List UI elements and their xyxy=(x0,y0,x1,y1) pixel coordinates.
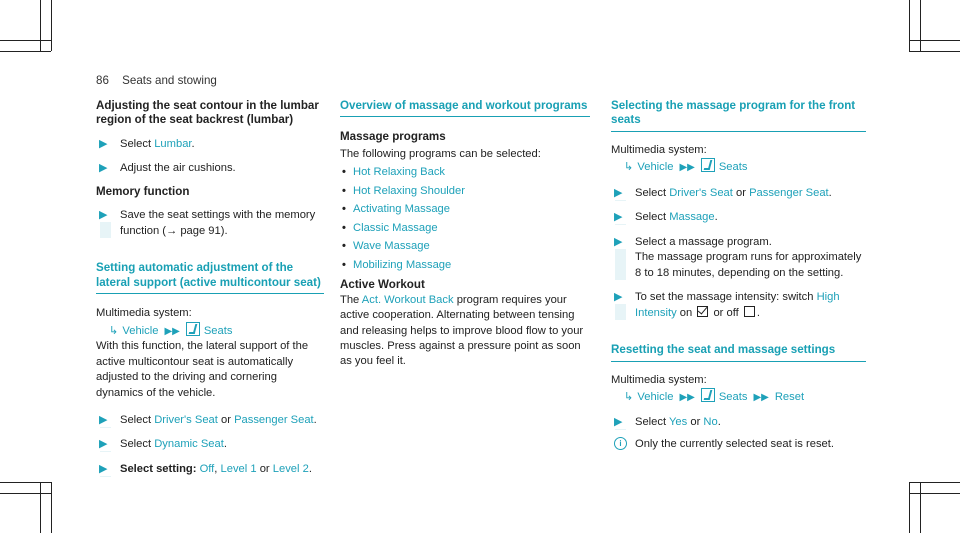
crop-mark xyxy=(0,482,51,483)
step-arrow-icon: ▶ xyxy=(614,416,623,429)
checkbox-empty-icon xyxy=(744,306,755,317)
program-item: • Mobilizing Massage xyxy=(342,258,452,271)
chevron-double-icon: ▶▶ xyxy=(679,391,695,403)
step-memory: ▶ Save the seat settings with the memory function (→ page 91). xyxy=(96,208,324,239)
chevron-double-icon: ▶▶ xyxy=(679,162,695,174)
seat-icon xyxy=(186,322,200,336)
program-item: • Classic Massage xyxy=(342,221,438,234)
step-arrow-icon: ▶ xyxy=(614,211,623,224)
level1-link[interactable]: Level 1 xyxy=(220,462,257,475)
dynamic-seat-link[interactable]: Dynamic Seat xyxy=(154,438,224,451)
crop-mark xyxy=(0,40,51,41)
crop-mark xyxy=(909,40,960,41)
column-left xyxy=(96,99,324,477)
passenger-seat-link[interactable]: Passenger Seat xyxy=(749,186,829,199)
step-arrow-icon: ▶ xyxy=(99,209,108,222)
menu-path xyxy=(96,322,324,339)
lumbar-link[interactable]: Lumbar xyxy=(154,137,192,150)
seat-icon xyxy=(701,388,715,402)
level2-link[interactable]: Level 2 xyxy=(272,462,309,475)
massage-programs-heading: Massage programs xyxy=(340,130,446,144)
crop-mark xyxy=(909,482,960,483)
lateral-support-heading: Setting automatic adjustment of the lateral support (active multicontour seat) xyxy=(96,261,324,294)
act-workout-link[interactable]: Act. Workout Back xyxy=(361,293,454,306)
chevron-double-icon: ▶▶ xyxy=(753,391,769,403)
crop-mark xyxy=(909,482,910,533)
crop-mark xyxy=(0,51,51,52)
yes-link[interactable]: Yes xyxy=(669,416,688,429)
program-item: • Wave Massage xyxy=(342,240,430,253)
path-vehicle[interactable]: Vehicle xyxy=(122,324,159,337)
crop-mark xyxy=(920,482,921,533)
chevron-double-icon: ▶▶ xyxy=(164,325,180,337)
path-reset[interactable]: Reset xyxy=(774,390,805,403)
section-title: Seats and stowing xyxy=(122,74,217,87)
info-note: i Only the currently selected seat is reset. xyxy=(611,437,866,452)
step-select-program: ▶ Select a massage program. The massage program runs for approximately 8 to 18 minutes, depending on the setting. xyxy=(611,235,866,281)
crop-mark xyxy=(0,493,51,494)
reset-heading: Resetting the seat and massage settings xyxy=(611,343,866,361)
multimedia-label: Multimedia system: xyxy=(611,373,707,386)
step-adjust-cushions: ▶ Adjust the air cushions. xyxy=(96,161,324,176)
crop-mark xyxy=(51,0,52,51)
info-icon: i xyxy=(614,437,627,450)
step-select-setting: ▶ Select setting: Off, Level 1 or Level 2. xyxy=(96,462,324,477)
path-seats[interactable]: Seats xyxy=(718,161,748,174)
path-seats[interactable]: Seats xyxy=(203,324,233,337)
crop-mark xyxy=(40,482,41,533)
off-link[interactable]: Off xyxy=(199,462,215,475)
program-item: • Hot Relaxing Back xyxy=(342,166,446,179)
path-hook-icon: ↳ xyxy=(624,390,634,403)
memory-heading: Memory function xyxy=(96,184,190,198)
column-middle xyxy=(340,99,590,370)
lateral-description: With this function, the lateral support of the active multicontour seat is automatically adjusted to the driving and cornering dynamics of the vehicle. xyxy=(96,340,309,399)
path-vehicle[interactable]: Vehicle xyxy=(637,161,674,174)
menu-path xyxy=(611,158,866,175)
crop-mark xyxy=(909,51,960,52)
path-hook-icon: ↳ xyxy=(624,161,634,174)
crop-mark xyxy=(909,493,960,494)
selecting-heading: Selecting the massage program for the front seats xyxy=(611,99,866,132)
massage-link[interactable]: Massage xyxy=(669,211,715,224)
overview-heading: Overview of massage and workout programs xyxy=(340,99,590,117)
program-note: The massage program runs for approximately 8 to 18 minutes, depending on the setting. xyxy=(635,251,862,279)
path-hook-icon: ↳ xyxy=(109,324,119,337)
massage-intro: The following programs can be selected: xyxy=(340,147,541,160)
step-select-seat: ▶ Select Driver's Seat or Passenger Seat. xyxy=(96,413,324,428)
crop-mark xyxy=(909,0,910,51)
path-seats[interactable]: Seats xyxy=(718,390,748,403)
seat-icon xyxy=(701,158,715,172)
step-arrow-icon: ▶ xyxy=(99,162,108,175)
workout-description: The Act. Workout Back program requires your active cooperation. Alternating between tensing and releasing helps to improve blood flow to your muscles. Press against a pressure point as soon as you feel it. xyxy=(340,293,584,368)
step-dynamic-seat: ▶ Select Dynamic Seat. xyxy=(96,437,324,452)
crop-mark xyxy=(40,0,41,51)
menu-path xyxy=(611,388,866,405)
step-arrow-icon: ▶ xyxy=(614,186,623,199)
active-workout-heading: Active Workout xyxy=(340,278,425,292)
drivers-seat-link[interactable]: Driver's Seat xyxy=(154,413,218,426)
crop-mark xyxy=(920,0,921,51)
checkbox-checked-icon xyxy=(697,306,708,317)
crop-mark xyxy=(51,482,52,533)
path-vehicle[interactable]: Vehicle xyxy=(637,390,674,403)
step-yes-no: ▶ Select Yes or No. xyxy=(611,415,866,430)
no-link[interactable]: No xyxy=(703,416,718,429)
step-arrow-icon: ▶ xyxy=(614,291,623,304)
program-item: • Hot Relaxing Shoulder xyxy=(342,184,465,197)
step-arrow-icon: ▶ xyxy=(99,137,108,150)
page-number: 86 xyxy=(96,74,109,87)
step-arrow-icon: ▶ xyxy=(99,438,108,451)
step-arrow-icon: ▶ xyxy=(99,413,108,426)
step-intensity: ▶ To set the massage intensity: switch High Intensity on or off . xyxy=(611,290,866,321)
step-select-lumbar: ▶ Select Lumbar. xyxy=(96,137,324,152)
step-arrow-icon: ▶ xyxy=(99,462,108,475)
passenger-seat-link[interactable]: Passenger Seat xyxy=(234,413,314,426)
step-select-massage: ▶ Select Massage. xyxy=(611,210,866,225)
multimedia-label: Multimedia system: xyxy=(611,143,707,156)
column-right xyxy=(611,99,866,452)
program-item: • Activating Massage xyxy=(342,203,451,216)
multimedia-label: Multimedia system: xyxy=(96,307,192,320)
drivers-seat-link[interactable]: Driver's Seat xyxy=(669,186,733,199)
step-arrow-icon: ▶ xyxy=(614,235,623,248)
step-select-seat: ▶ Select Driver's Seat or Passenger Seat. xyxy=(611,186,866,201)
lumbar-heading: Adjusting the seat contour in the lumbar region of the seat backrest (lumbar) xyxy=(96,99,319,127)
page-header xyxy=(96,73,217,89)
high-intensity-link[interactable]: High Intensity xyxy=(635,291,840,319)
